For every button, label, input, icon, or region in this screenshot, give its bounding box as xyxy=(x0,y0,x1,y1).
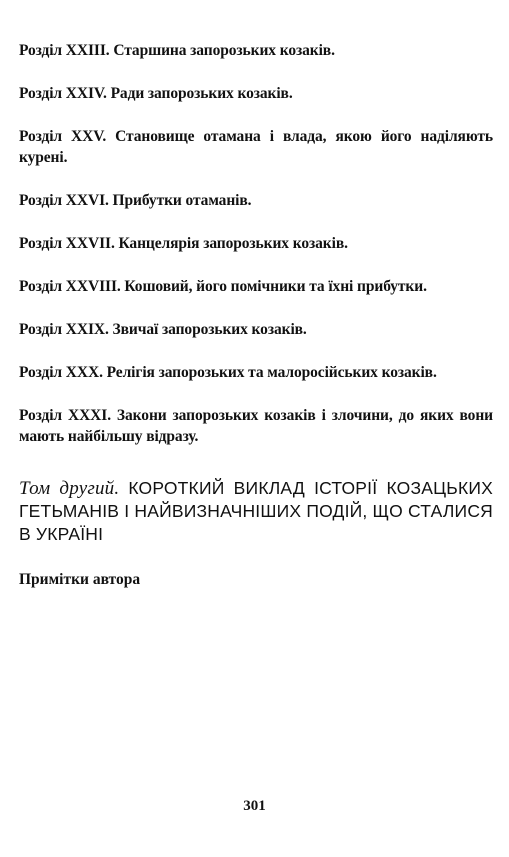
volume-heading xyxy=(19,477,493,546)
toc-entry-chapter-28: Розділ XXVIII. Кошовий, його помічники та їхні прибутки. xyxy=(19,278,427,295)
toc-entry-chapter-29: Розділ XXIX. Звичаї запорозьких козаків. xyxy=(19,321,307,338)
toc-entry-chapter-27: Розділ XXVII. Канцелярія запорозьких козаків. xyxy=(19,235,348,252)
toc-entry-chapter-24: Розділ XXIV. Ради запорозьких козаків. xyxy=(19,85,293,102)
toc-entry-chapter-30: Розділ XXX. Релігія запорозьких та малоросійських козаків. xyxy=(19,364,437,381)
page-number: 301 xyxy=(243,798,266,814)
toc-entry-chapter-25: Розділ XXV. Становище отамана і влада, якою його наділяють курені. xyxy=(19,128,493,166)
toc-entry-chapter-31: Розділ XXXI. Закони запорозьких козаків і злочини, до яких вони мають найбільшу відразу. xyxy=(19,407,493,445)
toc-entry-chapter-26: Розділ XXVI. Прибутки отаманів. xyxy=(19,192,252,209)
volume-title: КОРОТКИЙ ВИКЛАД ІСТОРІЇ КОЗАЦЬКИХ ГЕТЬМАНІВ І НАЙВИЗНАЧНІШИХ ПОДІЙ, ЩО СТАЛИСЯ В УКРАЇНІ xyxy=(19,478,493,544)
author-notes-entry: Примітки автора xyxy=(19,571,141,588)
table-of-contents xyxy=(19,40,493,590)
toc-entry-chapter-23: Розділ XXIII. Старшина запорозьких козаків. xyxy=(19,42,335,59)
volume-label: Том другий. xyxy=(19,478,120,499)
